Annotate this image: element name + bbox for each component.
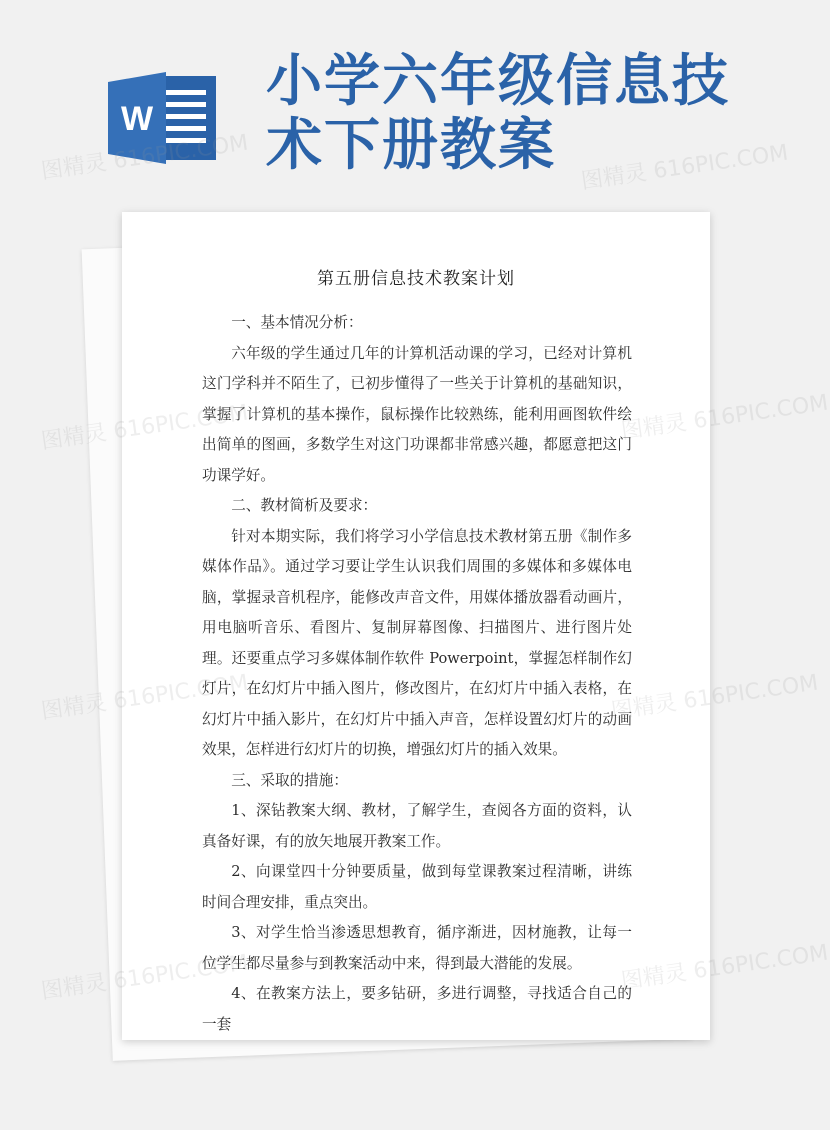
paragraph: 3、对学生恰当渗透思想教育，循序渐进，因材施教，让每一位学生都尽量参与到教案活动中来，得到最大潜能的发展。 — [202, 924, 632, 972]
section-heading: 二、教材简析及要求： — [231, 497, 378, 514]
watermark: 图精灵 — [39, 970, 109, 1005]
document-title: 第五册信息技术教案计划 — [317, 269, 515, 289]
cover-header — [0, 0, 800, 200]
watermark: 图精灵 — [39, 150, 109, 185]
watermark: 图精灵 616PIC.COM — [609, 670, 820, 725]
watermark: 图精灵 616PIC.COM — [579, 140, 790, 195]
section-heading: 三、采取的措施： — [231, 771, 348, 789]
word-icon-letter: W — [120, 100, 154, 138]
paragraph: 六年级的学生通过几年的计算机活动课的学习，已经对计算机这门学科并不陌生了，已初步懂得了一些关于计算机的基础知识，掌握了计算机的基本操作，鼠标操作比较熟练，能利用画图软件绘出简单的图画，多数学生对这门功课都非常感兴趣，都愿意把这门功课学好。 — [202, 344, 632, 484]
word-document-icon — [108, 72, 218, 164]
watermark: 图精灵 616PIC.COM — [619, 940, 830, 995]
watermark: 图精灵 — [39, 690, 109, 725]
watermark: 图精灵 — [39, 420, 109, 455]
paragraph: 1、深钻教案大纲、教材，了解学生，查阅各方面的资料，认真备好课，有的放矢地展开教案工作。 — [202, 802, 632, 850]
paragraph: 2、向课堂四十分钟要质量，做到每堂课教案过程清晰，讲练时间合理安排，重点突出。 — [202, 863, 632, 911]
document-body — [202, 308, 632, 1040]
paragraph: 针对本期实际，我们将学习小学信息技术教材第五册《制作多媒体作品》。通过学习要让学生认识我们周围的多媒体和多媒体电脑，掌握录音机程序，能修改声音文件，用媒体播放器看动画片，用电脑听音乐、看图片、复制屏幕图像、扫描图片、进行图片处理。还要重点学习多媒体制作软件 Powerpoint，掌握怎样制作幻灯片，在幻灯片中插入图片，修改图片，在幻灯片中插入表格，在幻灯片中插入影片，在幻灯片中插入声音，怎样设置幻灯片的动画效果，怎样进行幻灯片的切换，增强幻灯片的插入效果。 — [202, 527, 632, 758]
watermark: 图精灵 616PIC.COM — [619, 390, 830, 445]
paragraph: 4、在教案方法上，要多钻研，多进行调整，寻找适合自己的一套 — [202, 985, 632, 1033]
section-heading: 一、基本情况分析： — [231, 314, 363, 331]
cover-title: 小学六年级信息技术下册教案 — [266, 49, 730, 178]
document-page — [122, 212, 710, 1040]
